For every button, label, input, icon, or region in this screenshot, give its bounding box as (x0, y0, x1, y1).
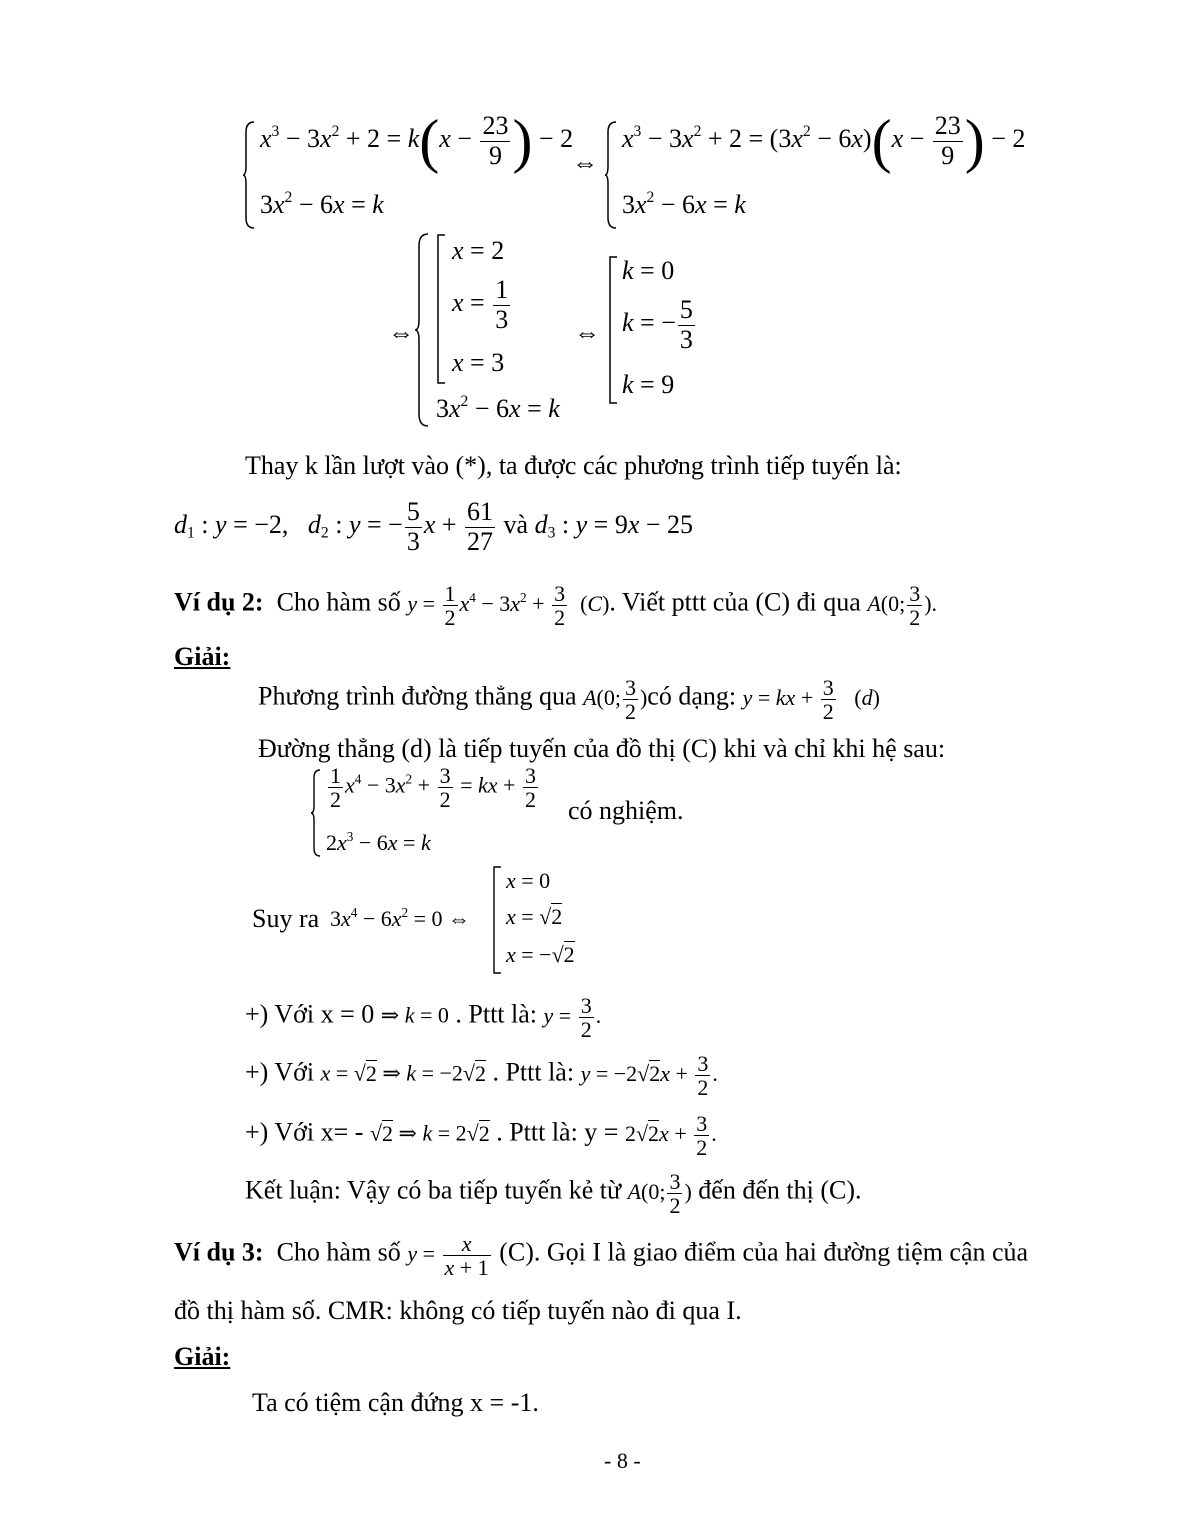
case3-b: . Pttt là: y = (496, 1117, 619, 1147)
conclusion-b: đến đến thị (C). (698, 1175, 862, 1205)
system2-eq: $3x^2 - 6x = k$ (436, 393, 560, 423)
system2-bracket-k (608, 256, 618, 404)
conclusion: Kết luận: Vậy có ba tiếp tuyến kẻ từ A(0; $\frac{3}{2}$ ) đến đến thị (C). (245, 1169, 862, 1219)
system2-bracket-x (436, 234, 446, 384)
suy-ra: Suy ra (252, 904, 320, 933)
case-k-5-3: k = − $\frac{5}{3}$ (622, 295, 693, 354)
system2-arrow1: ⇔ (388, 318, 414, 347)
case2: +) Với x = √2 ⇒ k = −2√2 . Pttt là: y = −2√2x + $\frac{3}{2}$ . (245, 1051, 718, 1101)
case2-a: +) Với (245, 1057, 315, 1087)
ex2-system-brace (310, 768, 322, 858)
example3-line: Ví dụ 3: Cho hàm số y = $\frac{x}{x + 1}$ (C). Gọi I là giao điểm của hai đường tiệm cận của (174, 1231, 1029, 1281)
example3-label: Ví dụ 3: (174, 1237, 264, 1267)
ex2-sys-eq1: $\frac{1}{2}$ $x^4 - 3x^2$ + $\frac{3}{2}$ = kx + $\frac{3}{2}$ (330, 763, 536, 813)
ex2-sys-eq2: $2x^3 - 6x = k$ (326, 828, 431, 855)
system1-right-eq1: $x^3 - 3x^2 + 2 = (3x^2 - 6x)(x$ − $\frac{23}{9}$ ) − 2 (622, 108, 1026, 175)
page-number: - 8 - (604, 1448, 641, 1473)
example3-text-a: Cho hàm số (276, 1237, 401, 1267)
ex2-line1: Phương trình đường thẳng qua A(0; $\frac{3}{2}$ )có dạng: y = kx + $\frac{3}{2}$ (d) (258, 675, 880, 725)
solution-label-ex2: Giải: (174, 642, 231, 671)
case1-b: . Pttt là: (455, 999, 538, 1029)
word-and: và (503, 510, 529, 540)
ex3-sol-line1: Ta có tiệm cận đứng x = -1. (252, 1388, 539, 1417)
example2-line: Ví dụ 2: Cho hàm số y = $\frac{1}{2}$ $x^4 - 3x^2$ + $\frac{3}{2}$ (C). Viết pttt của (C) đi qua A(0; $\frac{3}{2}$ ). (174, 581, 938, 631)
case-x-1-3: x = $\frac{1}{3}$ (452, 275, 509, 334)
example3-text-c: đồ thị hàm số. CMR: không có tiếp tuyến nào đi qua I. (174, 1296, 742, 1325)
suy-ra-eq: $3x^4 - 6x^2 = 0$ ⇔ (330, 904, 471, 931)
system2-brace (414, 232, 430, 428)
case3: +) Với x= - √2 ⇒ k = 2√2 . Pttt là: y = 2√2x + $\frac{3}{2}$ . (245, 1111, 717, 1161)
case1-a: +) Với x = 0 (245, 999, 375, 1029)
case3-a: +) Với x= - (245, 1117, 364, 1147)
root-neg-sqrt2: x = −√2 (506, 942, 575, 967)
ex2-line2: Đường thẳng (d) là tiếp tuyến của đồ thị (C) khi và chỉ khi hệ sau: (258, 734, 946, 763)
system1-left-eq2: $3x^2 - 6x = k$ (260, 189, 384, 219)
case-x-2: x = 2 (452, 236, 505, 265)
example2-text-a: Cho hàm số (276, 587, 401, 617)
system1-arrow: ⇔ (572, 148, 598, 177)
case-x-3: x = 3 (452, 348, 505, 377)
has-solution: có nghiệm. (568, 796, 684, 825)
example3-text-b: (C). Gọi I là giao điểm của hai đường tiệm cận của (499, 1237, 1029, 1267)
system1-left-eq1: $x^3 - 3x^2 + 2 = k(x$ − $\frac{23}{9}$ ) − 2 (260, 108, 574, 175)
case-k-9: k = 9 (622, 370, 675, 399)
ex2-line1-b: có dạng: (647, 681, 737, 711)
case1: +) Với x = 0 ⇒ k = 0 . Pttt là: y = $\frac{3}{2}$ . (245, 993, 602, 1043)
case2-b: . Pttt là: (492, 1057, 575, 1087)
text-substitute: Thay k lần lượt vào (*), ta được các phương trình tiếp tuyến là: (245, 451, 902, 480)
system1-right-eq2: $3x^2 - 6x = k$ (622, 189, 746, 219)
system2-arrow2: ⇔ (574, 318, 600, 347)
example2-label: Ví dụ 2: (174, 587, 264, 617)
root-sqrt2: x = √2 (506, 904, 563, 929)
case-k-0: k = 0 (622, 256, 675, 285)
tangent-lines: $d_1$ : y = −2, $d_2$ : y = − $\frac{5}{3}$ x + $\frac{61}{27}$ và $d_3$ : y = 9x − 25 (174, 497, 694, 556)
example2-text-b: . Viết pttt của (C) đi qua (609, 587, 861, 617)
ex2-line1-text: Phương trình đường thẳng qua (258, 681, 577, 711)
root-0: x = 0 (506, 868, 551, 893)
conclusion-a: Kết luận: Vậy có ba tiếp tuyến kẻ từ (245, 1175, 622, 1205)
roots-bracket (492, 866, 502, 974)
solution-label-ex3: Giải: (174, 1342, 231, 1371)
